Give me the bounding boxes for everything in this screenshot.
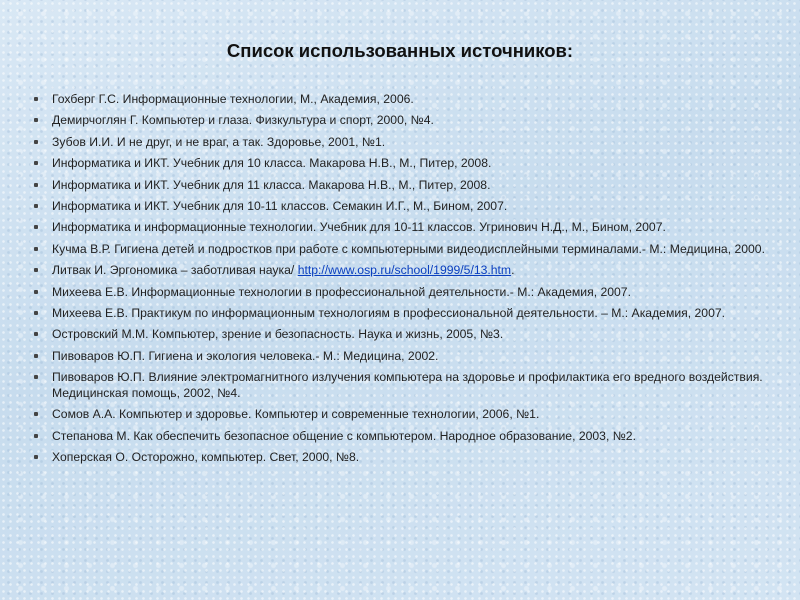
list-item bbox=[34, 369, 769, 401]
reference-text: Пивоваров Ю.П. Гигиена и экология человека.- М.: Медицина, 2002. bbox=[52, 348, 439, 363]
list-item bbox=[34, 219, 769, 235]
list-item bbox=[34, 348, 769, 364]
reference-link-part-2[interactable]: .osp.ru/school/1999/5/13.htm bbox=[353, 263, 512, 278]
list-item bbox=[34, 406, 769, 422]
bullet-icon bbox=[34, 375, 38, 379]
reference-text: Информатика и ИКТ. Учебник для 10-11 классов. Семакин И.Г., М., Бином, 2007. bbox=[52, 198, 508, 213]
reference-text: Гохберг Г.С. Информационные технологии, М., Академия, 2006. bbox=[52, 92, 414, 106]
list-item bbox=[34, 241, 769, 257]
bullet-icon bbox=[34, 290, 38, 294]
reference-text: Демирчоглян Г. Компьютер и глаза. Физкультура и спорт, 2000, №4. bbox=[52, 113, 434, 128]
bullet-icon bbox=[34, 118, 38, 122]
list-item bbox=[34, 155, 769, 171]
bullet-icon bbox=[34, 311, 38, 315]
list-item bbox=[34, 305, 769, 321]
reference-link-part-1[interactable]: http://www bbox=[297, 263, 354, 278]
reference-text: Информатика и ИКТ. Учебник для 11 класса. Макарова Н.В., М., Питер, 2008. bbox=[52, 177, 491, 192]
list-item bbox=[34, 112, 769, 128]
reference-text: Пивоваров Ю.П. Влияние электромагнитного излучения компьютера на здоровье и профилактика его вредного воздействия. Медицинская помощь, 2002, №4. bbox=[52, 370, 763, 401]
list-item bbox=[34, 134, 769, 150]
list-item bbox=[34, 198, 769, 214]
reference-text: Информатика и ИКТ. Учебник для 10 класса. Макарова Н.В., М., Питер, 2008. bbox=[52, 156, 492, 171]
bullet-icon bbox=[34, 183, 38, 187]
bullet-icon bbox=[34, 434, 38, 438]
list-item bbox=[34, 177, 769, 193]
reference-text: Зубов И.И. И не друг, и не враг, а так. Здоровье, 2001, №1. bbox=[52, 134, 386, 149]
reference-text: Островский М.М. Компьютер, зрение и безопасность. Наука и жизнь, 2005, №3. bbox=[52, 327, 504, 342]
reference-text-end: . bbox=[511, 263, 515, 278]
reference-list bbox=[34, 91, 769, 471]
bullet-icon bbox=[34, 204, 38, 208]
reference-text: Хоперская О. Осторожно, компьютер. Свет, 2000, №8. bbox=[52, 450, 360, 465]
bullet-icon bbox=[34, 97, 38, 101]
bullet-icon bbox=[34, 247, 38, 251]
list-item bbox=[34, 284, 769, 300]
reference-text: Сомов А.А. Компьютер и здоровье. Компьютер и современные технологии, 2006, №1. bbox=[52, 407, 540, 422]
list-item bbox=[34, 262, 769, 278]
bullet-icon bbox=[34, 455, 38, 459]
reference-text: Михеева Е.В. Практикум по информационным технологиям в профессиональной деятельности. – М.: Академия, 2007. bbox=[52, 305, 726, 320]
bullet-icon bbox=[34, 354, 38, 358]
reference-text: Михеева Е.В. Информационные технологии в профессиональной деятельности.- М.: Академия, 2007. bbox=[52, 284, 631, 299]
reference-text: Литвак И. Эргономика – заботливая наука/ bbox=[52, 263, 298, 278]
reference-text: Степанова М. Как обеспечить безопасное общение с компьютером. Народное образование, 2003, №2. bbox=[52, 428, 636, 443]
bullet-icon bbox=[34, 332, 38, 336]
reference-text: Информатика и информационные технологии. Учебник для 10-11 классов. Угринович Н.Д., М., Бином, 2007. bbox=[52, 220, 666, 235]
list-item bbox=[34, 326, 769, 342]
bullet-icon bbox=[34, 225, 38, 229]
bullet-icon bbox=[34, 161, 38, 165]
bullet-icon bbox=[34, 268, 38, 272]
bullet-icon bbox=[34, 140, 38, 144]
slide-title: Список использованных источников: bbox=[226, 40, 574, 61]
reference-text: Кучма В.Р. Гигиена детей и подростков при работе с компьютерными видеодисплейными терминалами.- М.: Медицина, 2000. bbox=[52, 241, 765, 256]
bullet-icon bbox=[34, 412, 38, 416]
list-item bbox=[34, 428, 769, 444]
list-item bbox=[34, 91, 769, 107]
list-item bbox=[34, 449, 769, 465]
reference-link[interactable] bbox=[298, 263, 511, 277]
